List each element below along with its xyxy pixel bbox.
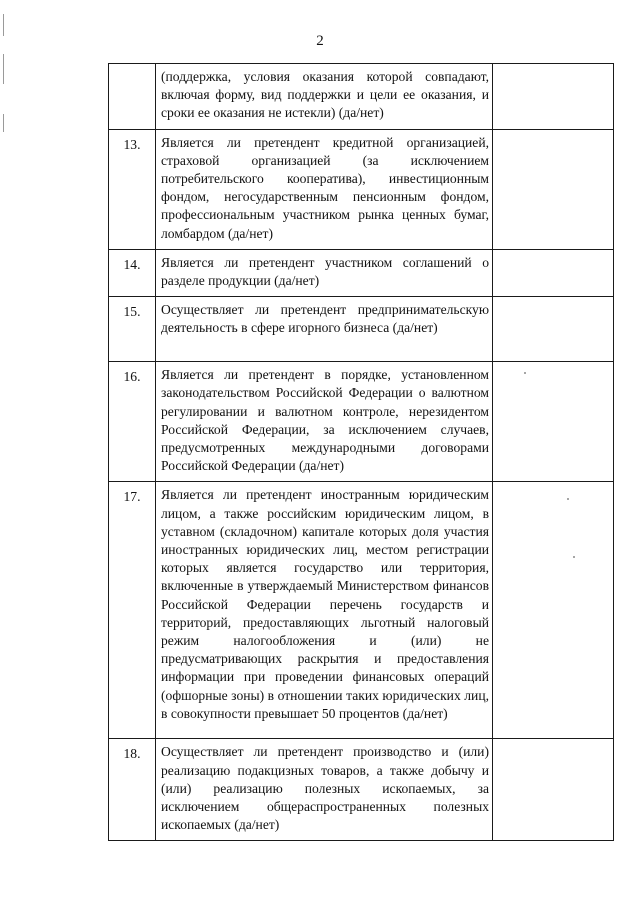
row-question: Является ли претендент участником соглашений о разделе продукции (да/нет) xyxy=(156,249,493,296)
row-question: Осуществляет ли претендент предпринимательскую деятельность в сфере игорного бизнеса (да/нет) xyxy=(156,297,493,362)
page-number: 2 xyxy=(316,33,324,49)
row-number: 17. xyxy=(109,482,156,739)
table-row xyxy=(109,739,614,841)
answer-cell xyxy=(493,64,614,130)
row-number: 13. xyxy=(109,129,156,249)
table-row xyxy=(109,64,614,130)
row-question: Является ли претендент иностранным юридическим лицом, а также российским юридическим лицом, в уставном (складочном) капитале которых доля участия иностранных юридических лиц, местом регистрации которых является государство или территория, включенные в утверждаемый Министерством финансов Российской Федерации перечень государств и территорий, предоставляющих льготный налоговый режим налогообложения и (или) не предусматривающих раскрытия и предоставления информации при проведении финансовых операций (офшорные зоны) в отношении таких юридических лиц, в совокупности превышает 50 процентов (да/нет) xyxy=(156,482,493,739)
table-row xyxy=(109,297,614,362)
answer-cell xyxy=(493,297,614,362)
table-row xyxy=(109,249,614,296)
answer-cell xyxy=(493,739,614,841)
table-row xyxy=(109,482,614,739)
answer-cell xyxy=(493,362,614,482)
questionnaire-table xyxy=(108,63,614,841)
row-number: 14. xyxy=(109,249,156,296)
answer-cell xyxy=(493,482,614,739)
answer-cell xyxy=(493,129,614,249)
row-question: Осуществляет ли претендент производство и (или) реализацию подакцизных товаров, а также добычу и (или) реализацию полезных ископаемых, за исключением общераспространенных полезных ископаемых (да/нет) xyxy=(156,739,493,841)
row-number: 15. xyxy=(109,297,156,362)
row-number: 16. xyxy=(109,362,156,482)
row-question: Является ли претендент в порядке, установленном законодательством Российской Федерации о валютном регулировании и валютном контроле, нерезидентом Российской Федерации, за исключением случаев, предусмотренных международными договорами Российской Федерации (да/нет) xyxy=(156,362,493,482)
table-row xyxy=(109,362,614,482)
scan-speck xyxy=(524,372,526,374)
answer-cell xyxy=(493,249,614,296)
scan-speck xyxy=(567,498,569,500)
scan-speck xyxy=(573,556,575,558)
row-question: (поддержка, условия оказания которой совпадают, включая форму, вид поддержки и цели ее оказания, и сроки ее оказания не истекли) (да/нет) xyxy=(156,64,493,130)
table-row xyxy=(109,129,614,249)
row-number: 18. xyxy=(109,739,156,841)
row-number xyxy=(109,64,156,130)
row-question: Является ли претендент кредитной организацией, страховой организацией (за исключением потребительского кооператива), инвестиционным фондом, негосударственным пенсионным фондом, профессиональным участником рынка ценных бумаг, ломбардом (да/нет) xyxy=(156,129,493,249)
scan-margin-marks xyxy=(3,14,5,134)
